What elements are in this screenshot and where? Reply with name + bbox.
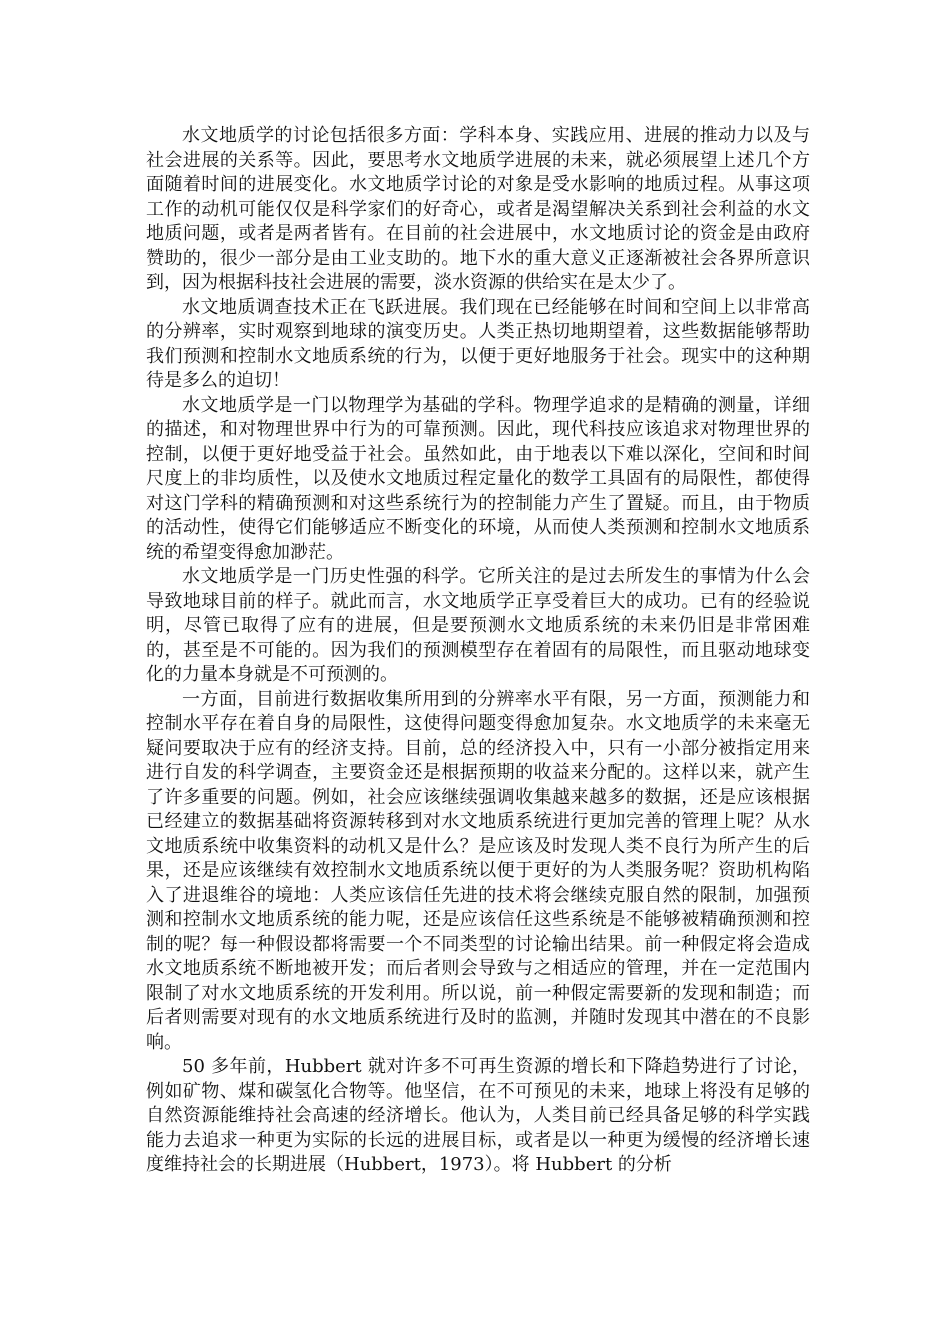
document-body	[146, 124, 810, 1178]
paragraph-3: 水文地质学是一门以物理学为基础的学科。物理学追求的是精确的测量，详细的描述，和对物理世界中行为的可靠预测。因此，现代科技应该追求对物理世界的控制，以便于更好地受益于社会。虽然如此，由于地表以下难以深化，空间和时间尺度上的非均质性，以及使水文地质过程定量化的数学工具固有的局限性，都使得对这门学科的精确预测和对这些系统行为的控制能力产生了置疑。而且，由于物质的活动性，使得它们能够适应不断变化的环境，从而使人类预测和控制水文地质系统的希望变得愈加渺茫。	[146, 394, 810, 563]
paragraph-5: 一方面，目前进行数据收集所用到的分辨率水平有限，另一方面，预测能力和控制水平存在着自身的局限性，这使得问题变得愈加复杂。水文地质学的未来毫无疑问要取决于应有的经济支持。目前，总的经济投入中，只有一小部分被指定用来进行自发的科学调查，主要资金还是根据预期的收益来分配的。这样以来，就产生了许多重要的问题。例如，社会应该继续强调收集越来越多的数据，还是应该根据已经建立的数据基础将资源转移到对水文地质系统进行更加完善的管理上呢？从水文地质系统中收集资料的动机又是什么？是应该及时发现人类不良行为所产生的后果，还是应该继续有效控制水文地质系统以便于更好的为人类服务呢？资助机构陷入了进退维谷的境地：人类应该信任先进的技术将会继续克服自然的限制，加强预测和控制水文地质系统的能力呢，还是应该信任这些系统是不能够被精确预测和控制的呢？每一种假设都将需要一个不同类型的讨论输出结果。前一种假定将会造成水文地质系统不断地被开发；而后者则会导致与之相适应的管理，并在一定范围内限制了对水文地质系统的开发利用。所以说，前一种假定需要新的发现和制造；而后者则需要对现有的水文地质系统进行及时的监测，并随时发现其中潜在的不良影响。	[146, 688, 810, 1053]
paragraph-2: 水文地质调查技术正在飞跃进展。我们现在已经能够在时间和空间上以非常高的分辨率，实时观察到地球的演变历史。人类正热切地期望着，这些数据能够帮助我们预测和控制水文地质系统的行为，以便于更好地服务于社会。现实中的这种期待是多么的迫切！	[146, 296, 810, 391]
paragraph-4: 水文地质学是一门历史性强的科学。它所关注的是过去所发生的事情为什么会导致地球目前的样子。就此而言，水文地质学正享受着巨大的成功。已有的经验说明，尽管已取得了应有的进展，但是要预测水文地质系统的未来仍旧是非常困难的，甚至是不可能的。因为我们的预测模型存在着固有的局限性，而且驱动地球变化的力量本身就是不可预测的。	[146, 566, 810, 685]
paragraph-1: 水文地质学的讨论包括很多方面：学科本身、实践应用、进展的推动力以及与社会进展的关系等。因此，要思考水文地质学进展的未来，就必须展望上述几个方面随着时间的进展变化。水文地质学讨论的对象是受水影响的地质过程。从事这项工作的动机可能仅仅是科学家们的好奇心，或者是渴望解决关系到社会利益的水文地质问题，或者是两者皆有。在目前的社会进展中，水文地质讨论的资金是由政府赞助的，很少一部分是由工业支助的。地下水的重大意义正逐渐被社会各界所意识到，因为根据科技社会进展的需要，淡水资源的供给实在是太少了。	[146, 125, 810, 293]
paragraph-6: 50 多年前，Hubbert 就对许多不可再生资源的增长和下降趋势进行了讨论，例如矿物、煤和碳氢化合物等。他坚信，在不可预见的未来，地球上将没有足够的自然资源能维持社会高速的经济增长。他认为，人类目前已经具备足够的科学实践能力去追求一种更为实际的长远的进展目标，或者是以一种更为缓慢的经济增长速度维持社会的长期进展（Hubbert，1973）。将 Hubbert 的分析	[146, 1056, 810, 1175]
